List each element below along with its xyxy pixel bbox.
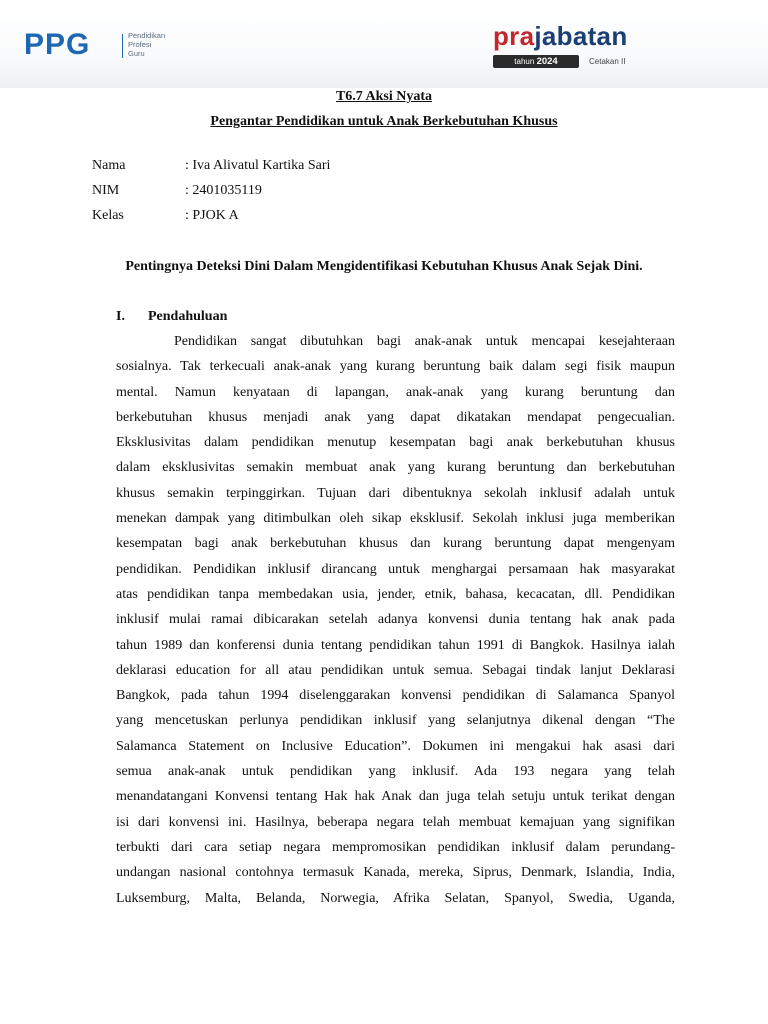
paragraph-line: tahun 1989 dan konferensi dunia tentang pendidikan tahun 1991 di Bangkok. Hasilnya ialah (116, 637, 675, 653)
paragraph-line: Bangkok, pada tahun 1994 diselenggarakan konvensi pendidikan di Salamanca Spanyol (116, 688, 675, 704)
ppg-subtitle-line: Profesi (128, 40, 152, 49)
year-value: 2024 (536, 56, 558, 67)
info-label-kelas: Kelas (92, 208, 124, 223)
paragraph-line: inklusif mulai ramai dibicarakan setelah adanya konvensi dunia tentang hak anak pada (116, 612, 675, 628)
section-number: I. (116, 309, 125, 324)
ppg-subtitle-line: Pendidikan (128, 31, 166, 40)
paragraph-line: Luksemburg, Malta, Belanda, Norwegia, Afrika Selatan, Spanyol, Swedia, Uganda, (116, 890, 675, 906)
logo-divider (122, 34, 123, 58)
paragraph-line: dalam eksklusivitas semakin membuat anak yang kurang beruntung dan berkebutuhan (116, 460, 675, 476)
prajabatan-logo (493, 22, 628, 50)
paragraph-line: atas pendidikan tanpa membedakan usia, jender, etnik, bahasa, kecacatan, dll. Pendidikan (116, 586, 675, 602)
paragraph-line: pendidikan. Pendidikan inklusif dirancang untuk menghargai persamaan hak masyarakat (116, 561, 675, 577)
ppg-logo: PPG (24, 28, 91, 61)
info-label-nama: Nama (92, 158, 126, 173)
paragraph-line: semua anak-anak untuk pendidikan yang inklusif. Ada 193 negara yang telah (116, 764, 675, 780)
topic-heading: Pentingnya Deteksi Dini Dalam Mengidentifikasi Kebutuhan Khusus Anak Sejak Dini. (125, 259, 643, 274)
edition-label: Cetakan II (589, 57, 626, 66)
paragraph-line: sosialnya. Tak terkecuali anak-anak yang kurang beruntung baik dalam segi fisik maupun (116, 359, 675, 375)
paragraph-line: menandatangani Konvensi tentang Hak hak Anak dan juga telah setuju untuk terikat dengan (116, 789, 675, 805)
paragraph-line: mental. Namun kenyataan di lapangan, anak-anak yang kurang beruntung dan (116, 384, 675, 400)
paragraph-line: Pendidikan sangat dibutuhkan bagi anak-anak untuk mencapai kesejahteraan (174, 334, 675, 349)
paragraph-line: yang mencetuskan perlunya pendidikan inklusif yang selanjutnya dikenal dengan “The (116, 713, 675, 729)
info-value-kelas: : PJOK A (185, 208, 239, 223)
paragraph-line: terbukti dari cara setiap negara mempromosikan pendidikan inklusif dalam perundang- (116, 839, 675, 855)
paragraph-line: berkebutuhan khusus menjadi anak yang dapat dikatakan mendapat pengecualian. (116, 409, 675, 425)
info-value-nama: : Iva Alivatul Kartika Sari (185, 158, 331, 173)
section-title: Pendahuluan (148, 309, 228, 324)
document-subtitle: Pengantar Pendidikan untuk Anak Berkebutuhan Khusus (210, 114, 558, 129)
paragraph-line: Salamanca Statement on Inclusive Education”. Dokumen ini mengakui hak asasi dari (116, 738, 675, 754)
paragraph-line: menekan dampak yang ditimbulkan oleh sikap eksklusif. Sekolah inklusi juga memberikan (116, 511, 675, 527)
ppg-subtitle (128, 31, 165, 58)
page-header (0, 0, 768, 88)
info-value-nim: : 2401035119 (185, 183, 262, 198)
year-badge (493, 55, 579, 68)
paragraph-line: deklarasi education for all atau pendidikan untuk semua. Sebagai tindak lanjut Deklarasi (116, 662, 675, 678)
body-paragraph (116, 329, 675, 911)
document-title: T6.7 Aksi Nyata (335, 89, 433, 104)
info-label-nim: NIM (92, 183, 120, 198)
paragraph-line: kesempatan bagi anak berkebutuhan khusus dan kurang beruntung dapat mengenyam (116, 536, 675, 552)
prajabatan-logo-part2: jabatan (534, 21, 628, 51)
paragraph-line: undangan nasional contohnya termasuk Kanada, mereka, Siprus, Denmark, Islandia, India, (116, 865, 675, 881)
ppg-subtitle-line: Guru (128, 49, 145, 58)
paragraph-line: khusus semakin terpinggirkan. Tujuan dari dibentuknya sekolah inklusif adalah untuk (116, 485, 675, 501)
year-label: tahun (514, 57, 535, 66)
paragraph-line: Eksklusivitas dalam pendidikan menutup kesempatan bagi anak berkebutuhan khusus (116, 435, 675, 451)
paragraph-line: isi dari konvensi ini. Hasilnya, beberapa negara telah membuat kemajuan yang signifikan (116, 814, 675, 830)
prajabatan-logo-part1: pra (493, 21, 535, 51)
